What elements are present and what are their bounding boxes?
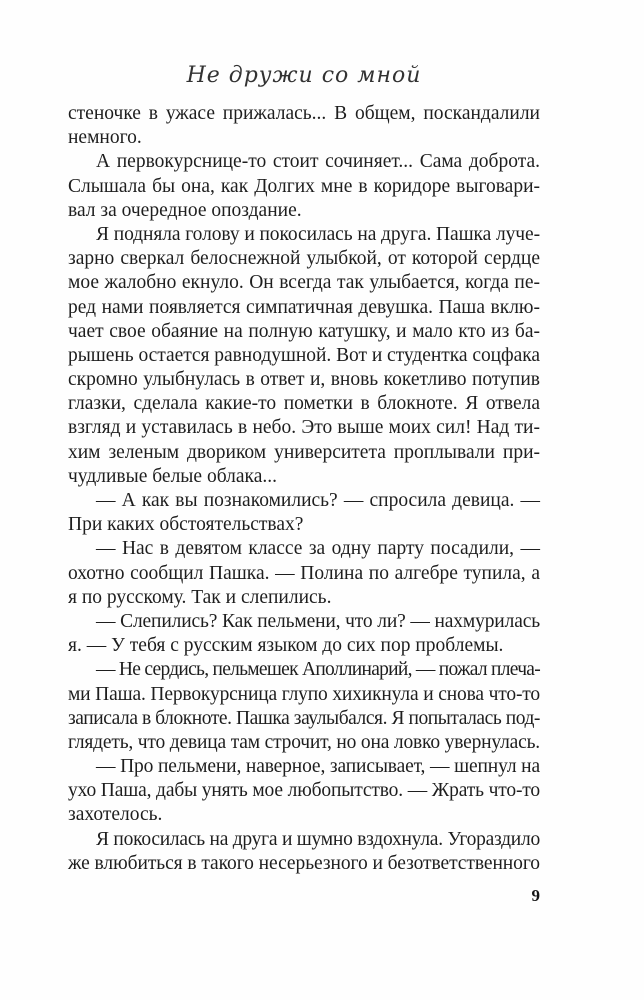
text-line [68,199,540,223]
text-line-content: ми Паша. Первокурсница глупо хихикнула и снова что-то [68,683,540,705]
text-line-content: Я подняла голову и покосилась на друга. Пашка луче- [96,223,541,245]
text-line [68,465,540,489]
text-line-content: — Про пельмени, наверное, записывает, — шепнул на [96,756,540,778]
text-line [68,537,540,561]
text-line-content: стеночке в ужасе прижалась... В общем, поскандалили [68,103,540,124]
text-line-content: чает свое обаяние на полную катушку, и мало кто из ба- [68,320,540,342]
text-line [68,126,540,150]
text-line [68,489,540,513]
text-line-content: При каких обстоятельствах? [68,514,304,536]
text-line-content: захотелось. [68,804,163,826]
text-line [68,392,540,416]
text-line [68,586,540,610]
text-line-content: — Не сердись, пельмешек Аполлинарий, — пожал плеча- [96,659,540,681]
text-line [68,441,540,465]
text-line [68,247,540,271]
text-line [68,175,540,199]
text-line-content: хим зеленым двориком университета проплывали при- [68,441,540,463]
text-line [68,707,540,731]
text-line-content: я по русскому. Так и слепились. [68,586,332,608]
text-line [68,610,540,634]
text-line-content: рышень остается равнодушной. Вот и студентка соцфака [68,344,541,366]
running-title: Не дружи со мной [186,63,422,88]
text-line [68,634,540,658]
page-number: 9 [531,886,540,905]
text-line [68,150,540,174]
text-line-content: вал за очередное опоздание. [68,199,302,221]
text-line-content: я. — У тебя с русским языком до сих пор проблемы. [68,635,504,657]
text-line [68,271,540,295]
text-line-content: охотно сообщил Пашка. — Полина по алгебре тупила, а [68,562,540,584]
text-line [68,296,540,320]
text-line [68,828,540,852]
text-line [68,320,540,344]
text-line-content: взгляд и уставилась в небо. Это выше моих сил! Над ти- [68,417,540,439]
text-line-content: — Слепились? Как пельмени, что ли? — нахмурилась [96,610,540,632]
body-text [68,102,540,876]
text-line [68,731,540,755]
text-line-content: зарно сверкал белоснежной улыбкой, от которой сердце [68,248,540,270]
text-line-content: записала в блокноте. Пашка заулыбался. Я попыталась под- [68,707,540,729]
text-line-content: же влюбиться в такого несерьезного и безответственного [68,852,540,874]
text-line [68,562,540,586]
text-line-content: мое жалобно екнуло. Он всегда так улыбается, когда пе- [68,272,540,294]
text-line [68,344,540,368]
text-line [68,683,540,707]
text-line [68,102,540,126]
text-line-content: А первокурснице-то стоит сочиняет... Сама доброта. [96,151,540,173]
text-line-content: чудливые белые облака... [68,465,277,487]
text-line-content: немного. [68,127,142,149]
text-line [68,658,540,682]
text-line [68,223,540,247]
text-line [68,416,540,440]
text-line-content: — А как вы познакомились? — спросила девица. — [96,490,540,511]
text-line-content: Слышала бы она, как Долгих мне в коридоре выговари- [68,175,540,197]
text-line-content: глазки, сделала какие-то пометки в блокноте. Я отвела [68,393,540,415]
text-line-content: ухо Паша, дабы унять мое любопытство. — Жрать что-то [68,780,541,802]
text-line [68,513,540,537]
text-line-content: ред нами появляется симпатичная девушка. Паша вклю- [68,296,540,318]
text-line-content: скромно улыбнулась в ответ и, вновь кокетливо потупив [68,369,540,391]
text-line [68,852,540,876]
text-line-content: глядеть, что девица там строчит, но она ловко увернулась. [68,731,541,753]
text-line [68,368,540,392]
text-line-content: — Нас в девятом классе за одну парту посадили, — [96,538,540,560]
text-line-content: Я покосилась на друга и шумно вздохнула. Угораздило [96,828,540,850]
text-line [68,779,540,803]
text-line [68,755,540,779]
text-line [68,803,540,827]
